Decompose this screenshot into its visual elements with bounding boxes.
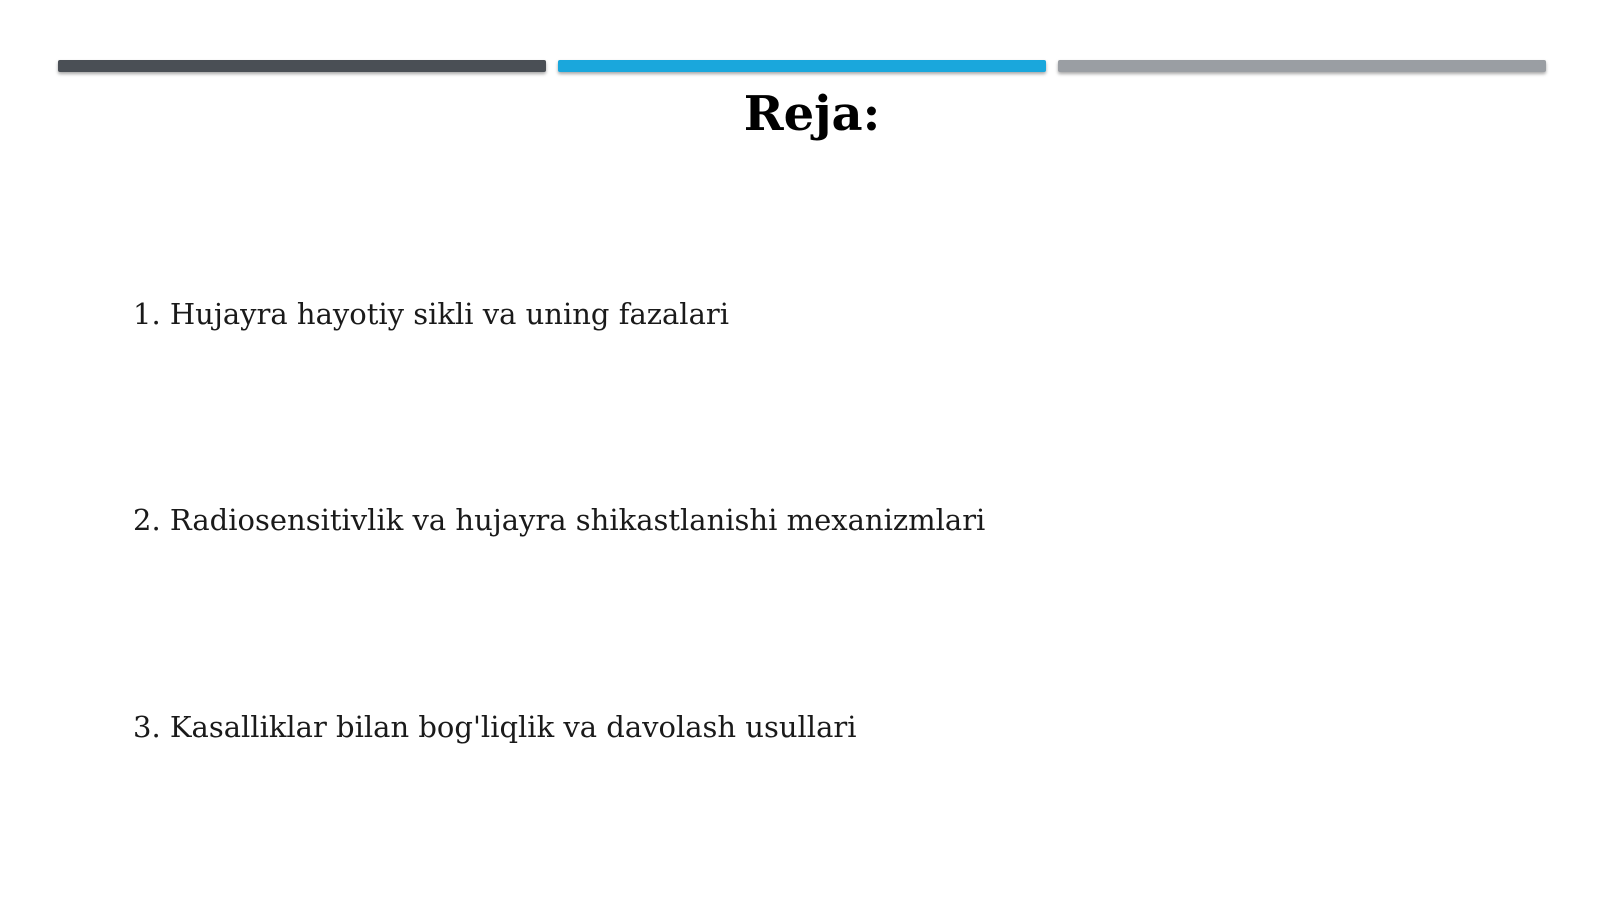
plan-item-2: 2. Radiosensitivlik va hujayra shikastlanishi mexanizmlari [133,503,986,537]
plan-item-1: 1. Hujayra hayotiy sikli va uning fazalari [133,297,730,331]
decorative-bar-dark [58,60,546,72]
decorative-bar-blue [558,60,1046,72]
plan-item-3: 3. Kasalliklar bilan bog'liqlik va davolash usullari [133,710,857,744]
slide-title: Reja: [743,86,881,142]
decorative-bar-gray [1058,60,1546,72]
